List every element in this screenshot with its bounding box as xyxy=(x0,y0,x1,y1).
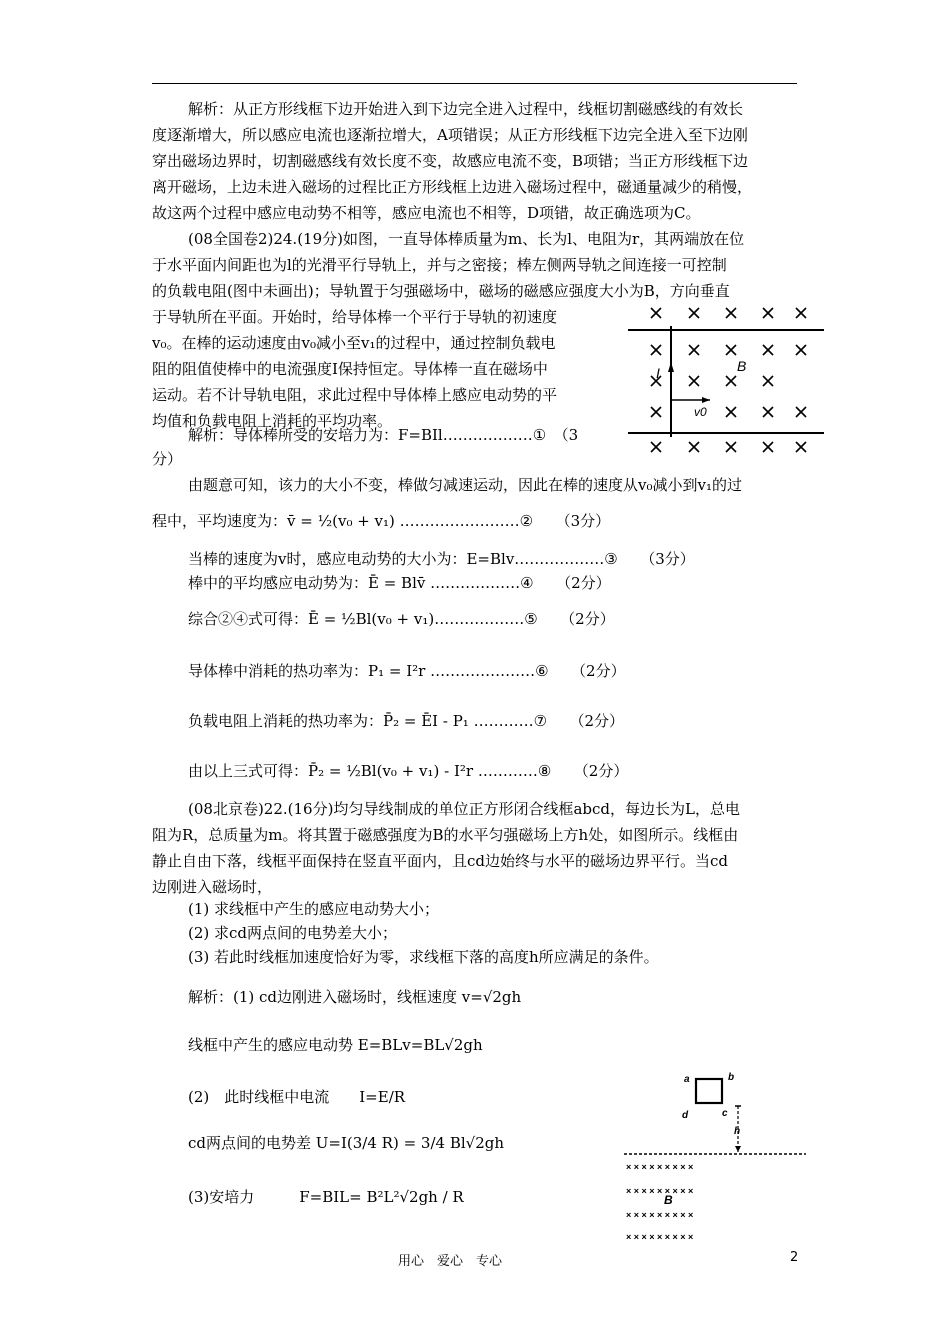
p2-line-6: 阻的阻值使棒中的电流强度I保持恒定。导体棒一直在磁场中 xyxy=(152,360,548,378)
question-3: (3) 若此时线框加速度恰好为零，求线框下落的高度h所应满足的条件。 xyxy=(188,948,659,966)
label-h: h xyxy=(734,1126,741,1137)
p2-line-4: 于导轨所在平面。开始时，给导体棒一个平行于导轨的初速度 xyxy=(152,308,558,326)
s6-line: 导体棒中消耗的热功率为：P₁ = I²r …………………⑥ （2分） xyxy=(188,662,626,680)
p3-line-4: 边刚进入磁场时， xyxy=(152,878,273,896)
p3-line-3: 静止自由下落，线框平面保持在竖直平面内，且cd边始终与水平的磁场边界平行。当cd xyxy=(152,852,729,870)
square-loop xyxy=(696,1079,722,1103)
current-arrow-icon xyxy=(668,362,674,372)
label-I: I xyxy=(656,365,660,381)
p3-line-2: 阻为R，总质量为m。将其置于磁感强度为B的水平匀强磁场上方h处，如图所示。线框由 xyxy=(152,826,739,844)
answer-2: 线框中产生的感应电动势 E=BLv=BL√2gh xyxy=(188,1036,483,1054)
answer-3: (2) 此时线框中电流 I=E/R xyxy=(188,1088,406,1106)
s2-line-a: 由题意可知，该力的大小不变，棒做匀减速运动，因此在棒的速度从v₀减小到v₁的过 xyxy=(188,476,742,494)
p1-line-2: 度逐渐增大，所以感应电流也逐渐拉增大，A项错误；从正方形线框下边完全进入至下边刚 xyxy=(152,126,748,144)
s7-line: 负载电阻上消耗的热功率为：P̄₂ = ĒI - P₁ …………⑦ （2分） xyxy=(188,712,625,730)
height-arrow-icon xyxy=(735,1146,741,1152)
label-B: B xyxy=(737,358,747,374)
question-2: (2) 求cd两点间的电势差大小； xyxy=(188,924,398,942)
p2-line-1: (08全国卷2)24.(19分)如图，一直导体棒质量为m、长为l、电阻为r，其两端放在位 xyxy=(188,230,745,248)
label-a: a xyxy=(684,1074,690,1085)
s1-line: 解析：导体棒所受的安培力为：F=BIl………………① （3 xyxy=(188,426,579,444)
p1-line-1: 解析：从正方形线框下边开始进入到下边完全进入过程中，线框切割磁感线的有效长 xyxy=(188,100,744,118)
label-B2: B xyxy=(664,1193,673,1207)
p1-line-3: 穿出磁场边界时，切割磁感线有效长度不变，故感应电流不变，B项错；当正方形线框下边 xyxy=(152,152,749,170)
svg-text:× × × × × × × × ×: × × × × × × × × × xyxy=(626,1186,694,1196)
p3-line-1: (08北京卷)22.(16分)均匀导线制成的单位正方形闭合线框abcd，每边长为L，总电 xyxy=(188,800,740,818)
p1-line-4: 离开磁场，上边未进入磁场的过程比正方形线框上边进入磁场过程中，磁通量减少的稍慢， xyxy=(152,178,753,196)
p1-line-5: 故这两个过程中感应电动势不相等，感应电流也不相等，D项错，故正确选项为C。 xyxy=(152,204,701,222)
svg-text:× × × × × × × × ×: × × × × × × × × × xyxy=(626,1210,694,1220)
label-c: c xyxy=(722,1108,728,1119)
s8-line: 由以上三式可得：P̄₂ = ½Bl(v₀ + v₁) - I²r …………⑧ （2分） xyxy=(188,762,629,780)
p2-line-2: 于水平面内间距也为l的光滑平行导轨上，并与之密接；棒左侧两导轨之间连接一可控制 xyxy=(152,256,727,274)
label-d: d xyxy=(682,1110,689,1121)
s1-continuation: 分） xyxy=(152,450,183,468)
s2-line-b: 程中，平均速度为：v̄ = ½(v₀ + v₁) ……………………② （3分） xyxy=(152,512,611,530)
answer-1: 解析：(1) cd边刚进入磁场时，线框速度 v=√2gh xyxy=(188,988,522,1006)
p2-line-5: v₀。在棒的运动速度由v₀减小至v₁的过程中，通过控制负载电 xyxy=(152,334,556,352)
p2-line-8: 均值和负载电阻上消耗的平均功率。 xyxy=(152,412,393,430)
question-1: (1) 求线框中产生的感应电动势大小； xyxy=(188,900,440,918)
svg-text:× × × × × × × × ×: × × × × × × × × × xyxy=(626,1232,694,1242)
footer-slogan: 用心 爱心 专心 xyxy=(398,1254,503,1269)
page-number: 2 xyxy=(790,1250,799,1265)
field-crosses-small xyxy=(626,1162,693,1242)
s5-line: 综合②④式可得：Ē = ½Bl(v₀ + v₁)………………⑤ （2分） xyxy=(188,610,615,628)
answer-5: (3)安培力 F=BIL= B²L²√2gh / R xyxy=(188,1188,464,1206)
header-rule xyxy=(152,83,797,84)
answer-4: cd两点间的电势差 U=I(3/4 R) = 3/4 Bl√2gh xyxy=(188,1134,505,1152)
p2-line-7: 运动。若不计导轨电阻，求此过程中导体棒上感应电动势的平 xyxy=(152,386,558,404)
figure-square-loop xyxy=(620,1068,810,1246)
p2-line-3: 的负载电阻(图中未画出)；导轨置于匀强磁场中，磁场的磁感应强度大小为B，方向垂直 xyxy=(152,282,730,300)
figure-rails-magnetic-field xyxy=(622,296,828,466)
label-v0: v0 xyxy=(694,405,707,419)
s3-line: 当棒的速度为v时，感应电动势的大小为：E=Blv………………③ （3分） xyxy=(188,550,695,568)
label-b: b xyxy=(728,1072,735,1083)
svg-text:× × × × × × × × ×: × × × × × × × × × xyxy=(626,1162,694,1172)
s4-line: 棒中的平均感应电动势为：Ē = Blv̄ ………………④ （2分） xyxy=(188,574,611,592)
